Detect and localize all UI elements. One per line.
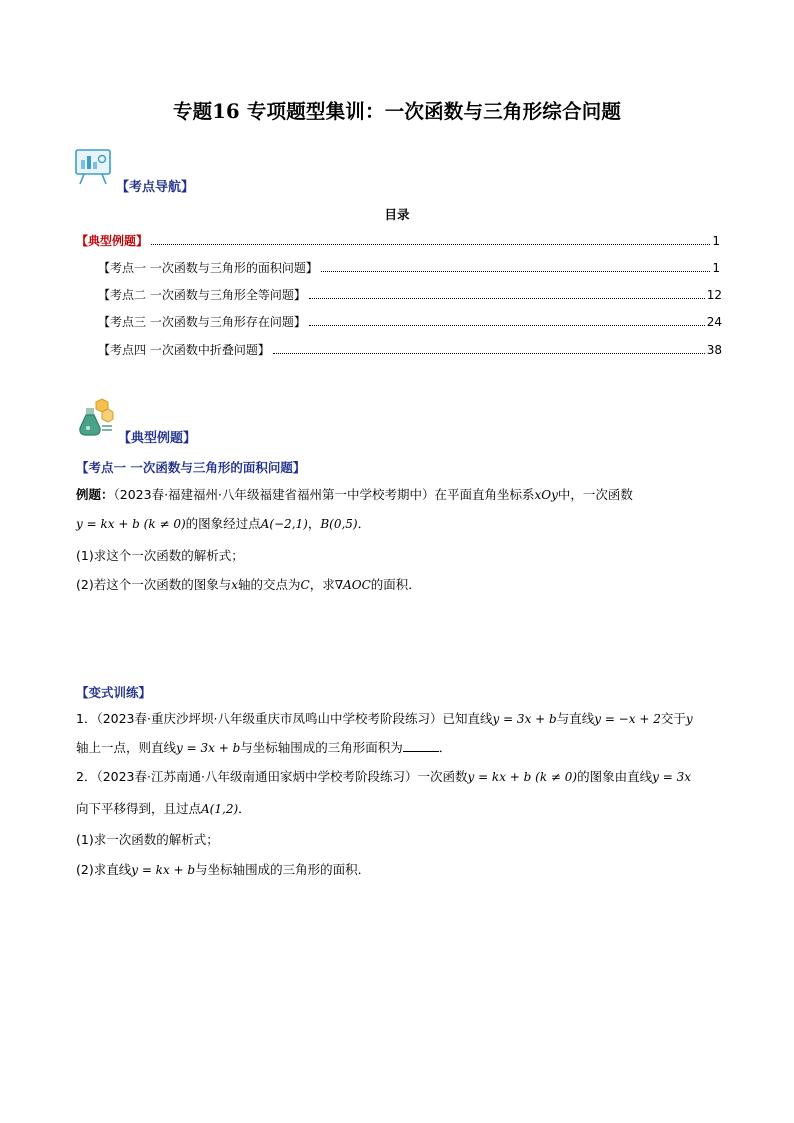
kaodian1-heading: 【考点一 一次函数与三角形的面积问题】 xyxy=(76,460,306,475)
nav-heading: 【考点导航】 xyxy=(116,180,195,195)
variant2-line2: 向下平移得到，且过点A(1,2)． xyxy=(76,801,251,816)
answer-blank[interactable] xyxy=(403,741,439,752)
math-function: y = kx + b (k ≠ 0) xyxy=(76,517,186,531)
variant2-line1: 2．（2023春·江苏南通·八年级南通田家炳中学校考阶段练习）一次函数y = kx + b (k ≠ 0)的图象由直线y = 3x xyxy=(76,769,691,784)
page-title: 专题16 专项题型集训：一次函数与三角形综合问题 xyxy=(172,100,622,123)
variant-heading: 【变式训练】 xyxy=(76,685,152,700)
math-triangle: ∇AOC xyxy=(334,578,371,592)
example-q1: (1)求这个一次函数的解析式； xyxy=(76,548,244,563)
toc-leader xyxy=(151,243,710,245)
toc-row-kaodian2[interactable] xyxy=(98,286,722,302)
math-xoy: xOy xyxy=(534,488,558,502)
toc-leader xyxy=(273,352,705,354)
toc-leader xyxy=(321,270,711,272)
example-line1: 例题：（2023春·福建福州·八年级福建省福州第一中学校考期中）在平面直角坐标系xOy中，一次函数 xyxy=(76,487,633,502)
toc-page: 38 xyxy=(706,343,722,357)
flask-icon xyxy=(72,398,114,438)
toc-row-kaodian1[interactable] xyxy=(98,259,720,275)
toc-label: 【考点四 一次函数中折叠问题】 xyxy=(98,343,270,357)
toc-page: 24 xyxy=(706,315,722,329)
toc-page: 1 xyxy=(712,261,720,275)
toc-label: 【考点一 一次函数与三角形的面积问题】 xyxy=(98,261,318,275)
toc-row-kaodian4[interactable] xyxy=(98,341,722,357)
toc-leader xyxy=(309,324,705,326)
example-line2: y = kx + b (k ≠ 0)的图象经过点A(−2,1)，B(0,5)． xyxy=(76,516,371,531)
section-heading-typical: 【典型例题】 xyxy=(118,431,197,446)
variant1-line1: 1．（2023春·重庆沙坪坝·八年级重庆市凤鸣山中学校考阶段练习）已知直线y = 3x + b与直线y = −x + 2交于y xyxy=(76,711,693,726)
toc-page: 1 xyxy=(712,234,720,248)
math-point-b: B(0,5) xyxy=(320,517,358,531)
presentation-board-icon xyxy=(74,148,114,186)
toc-row-kaodian3[interactable] xyxy=(98,313,722,329)
toc-label: 【典型例题】 xyxy=(76,234,149,248)
example-q2: (2)若这个一次函数的图象与x轴的交点为C，求∇AOC的面积． xyxy=(76,577,421,592)
toc-leader xyxy=(309,297,705,299)
variant1-line2: 轴上一点，则直线y = 3x + b与坐标轴围成的三角形面积为 ． xyxy=(76,740,452,755)
toc-label: 【考点三 一次函数与三角形存在问题】 xyxy=(98,315,306,329)
toc-page: 12 xyxy=(706,288,722,302)
toc-label: 【考点二 一次函数与三角形全等问题】 xyxy=(98,288,306,302)
toc-title: 目录 xyxy=(384,207,410,222)
math-point-a: A(−2,1) xyxy=(260,517,308,531)
variant2-q1: (1)求一次函数的解析式； xyxy=(76,832,219,847)
example-label: 例题： xyxy=(76,487,114,502)
variant2-q2: (2)求直线y = kx + b与坐标轴围成的三角形的面积． xyxy=(76,862,371,877)
toc-row-typical[interactable] xyxy=(76,232,720,248)
